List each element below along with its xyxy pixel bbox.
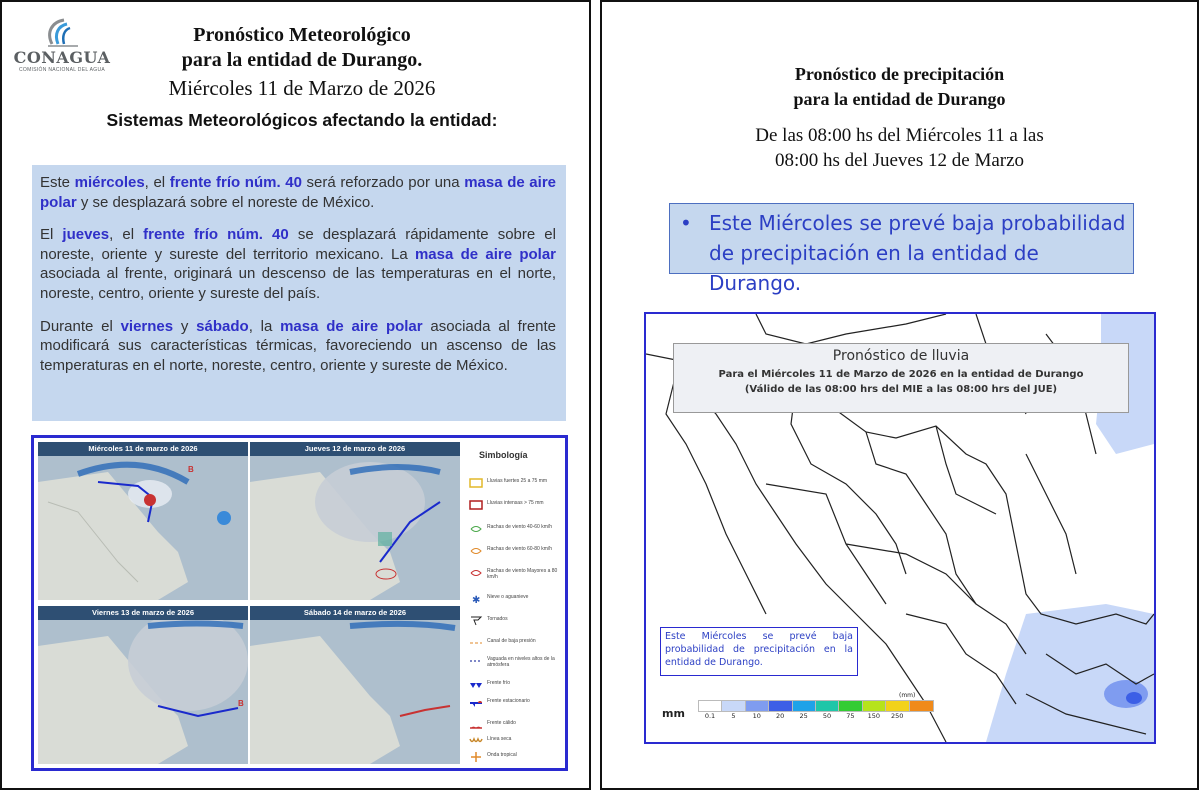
rain-map-subtitle: Para el Miércoles 11 de Marzo de 2026 en la entidad de Durango [718, 369, 1084, 380]
rain-scale-swatch [792, 700, 817, 712]
highlight-day: jueves [62, 226, 110, 244]
legend-label: Lluvias fuertes 25 a 75 mm [487, 478, 548, 484]
conagua-logo [12, 16, 112, 76]
map-thursday-image [250, 442, 460, 600]
systems-heading: Sistemas Meteorológicos afectando la entidad: [106, 110, 498, 130]
legend-label: Frente estacionario [487, 698, 530, 704]
stationary-front-icon [469, 698, 483, 708]
precip-summary-box [669, 203, 1134, 295]
dashed-line-icon [469, 638, 483, 648]
highlight-day: sábado [196, 317, 249, 335]
map-saturday-image [250, 606, 460, 764]
forecast-title-line2: para la entidad de Durango. [181, 49, 423, 71]
right-precipitation-panel [600, 0, 1199, 790]
text-run: asociada al frente modificará sus características térmicas, favoreciendo un ascenso de las temperaturas en el norte, noreste, centro, oriente y sureste de México. [40, 317, 557, 374]
rain-scale-tick: 5 [731, 712, 736, 720]
conagua-logo-icon [12, 16, 112, 50]
rain-scale-swatch [698, 700, 723, 712]
legend-label: Rachas de viento Mayores a 80 km/h [487, 568, 558, 580]
legend-label: Frente frío [487, 680, 511, 686]
rain-scale-tick: 75 [846, 712, 855, 720]
highlight-day: miércoles [74, 174, 145, 191]
highlight-front: frente frío núm. 40 [169, 174, 302, 191]
rain-scale-tick: 10 [752, 712, 761, 720]
text-run: y [173, 317, 197, 335]
tropical-wave-icon [469, 752, 483, 762]
rain-scale-swatch [885, 700, 910, 712]
rain-scale-tick: 20 [776, 712, 785, 720]
left-forecast-panel [0, 0, 591, 790]
rain-scale-swatch [815, 700, 840, 712]
text-run: se desplazará rápidamente sobre el noreste, oriente y sureste del territorio mexicano. La [40, 226, 556, 263]
rain-scale-swatch [909, 700, 934, 712]
text-run: será reforzado por una [301, 174, 465, 191]
text-run: El [40, 226, 63, 244]
forecast-date: Miércoles 11 de Marzo de 2026 [168, 76, 436, 100]
rain-scale-tick: 25 [799, 712, 808, 720]
svg-text:B: B [238, 699, 244, 708]
map-friday-image [38, 606, 248, 764]
synopsis-paragraph-1 [40, 173, 556, 212]
rain-map-title-box [673, 343, 1129, 413]
text-run: , el [144, 174, 170, 191]
rain-scale-swatch [768, 700, 793, 712]
rain-scale-tick: 250 [890, 712, 904, 720]
synopsis-text-box [32, 165, 566, 421]
bullet-icon: • [680, 211, 692, 235]
synoptic-map-thursday [250, 442, 460, 600]
synoptic-map-wednesday [38, 442, 248, 600]
highlight-air-mass: masa de aire polar [40, 174, 556, 211]
synoptic-maps-figure [31, 435, 568, 771]
rain-map-note: Este Miércoles se prevé baja probabilidad de precipitación en la entidad de Durango. [660, 627, 858, 676]
forecast-title-line1: Pronóstico Meteorológico [193, 24, 411, 46]
legend-label: Rachas de viento 40-60 km/h [487, 524, 553, 530]
rain-scale-unit: (mm) [899, 692, 916, 699]
precip-period-line2: 08:00 hs del Jueves 12 de Marzo [774, 150, 1025, 171]
rain-scale-tick: 0.1 [704, 712, 716, 720]
precip-summary-text: Este Miércoles se prevé baja probabilidad de precipitación en la entidad de Durango. [709, 211, 1126, 295]
trough-icon [469, 656, 483, 666]
precip-title-line1: Pronóstico de precipitación [794, 64, 1005, 84]
legend-label: Nieve o aguanieve [487, 594, 529, 600]
rain-map-title: Pronóstico de lluvia [832, 348, 970, 364]
synopsis-paragraph-3 [40, 317, 556, 376]
highlight-day: viernes [120, 317, 174, 335]
rain-map-validity: (Válido de las 08:00 hrs del MIE a las 08:00 hrs del JUE) [744, 384, 1058, 395]
legend-label: Lluvias intensas > 75 mm [487, 500, 544, 506]
legend-title: Simbología [479, 450, 528, 460]
text-run: , el [109, 226, 144, 244]
svg-text:✱: ✱ [472, 595, 481, 604]
precip-period-line1: De las 08:00 hs del Miércoles 11 a las [755, 125, 1044, 146]
legend-label: Línea seca [487, 736, 512, 742]
svg-text:B: B [188, 465, 194, 474]
yellow-box-icon [469, 478, 483, 488]
text-run: y se desplazará sobre el noreste de México. [76, 193, 375, 211]
legend-label: Onda tropical [487, 752, 517, 758]
text-run: Durante el [40, 317, 121, 335]
rain-forecast-map [644, 312, 1156, 744]
map-label-saturday: Sábado 14 de marzo de 2026 [250, 606, 460, 620]
cold-front-icon [469, 680, 483, 690]
logo-subtitle: COMISIÓN NACIONAL DEL AGUA [18, 67, 106, 73]
dry-line-icon [469, 736, 483, 746]
rain-scale-mm-label: mm [662, 707, 685, 720]
tornado-icon [469, 616, 483, 626]
text-run: asociada al frente, originará un descenso de las temperaturas en el norte, noreste, centro, oriente y sureste del país. [40, 265, 556, 302]
orange-wind-icon [469, 546, 483, 556]
snowflake-icon [469, 594, 483, 604]
synoptic-map-saturday [250, 606, 460, 764]
precip-title-line2: para la entidad de Durango [793, 89, 1006, 109]
map-label-wednesday: Miércoles 11 de marzo de 2026 [38, 442, 248, 456]
legend-label: Tornados [487, 616, 508, 622]
legend-label: Rachas de viento 60-80 km/h [487, 546, 553, 552]
highlight-front: frente frío núm. 40 [143, 226, 289, 244]
map-label-friday: Viernes 13 de marzo de 2026 [38, 606, 248, 620]
rain-scale-tick: 150 [867, 712, 880, 720]
legend-label: Vaguada en niveles altos de la atmósfera [487, 656, 555, 668]
legend-label: Frente cálido [487, 720, 516, 726]
map-wednesday-image [38, 442, 248, 600]
synoptic-legend [465, 442, 563, 765]
highlight-air-mass: masa de aire polar [414, 245, 557, 263]
legend-label: Canal de baja presión [487, 638, 536, 644]
map-label-thursday: Jueves 12 de marzo de 2026 [250, 442, 460, 456]
rain-scale-swatch [721, 700, 746, 712]
rain-scale-swatch [862, 700, 887, 712]
rain-scale-tick: 50 [822, 712, 832, 720]
synopsis-paragraph-2 [40, 225, 556, 303]
highlight-air-mass: masa de aire polar [280, 317, 423, 335]
rain-scale-swatch [838, 700, 863, 712]
text-run: Este [40, 174, 75, 191]
synoptic-map-friday [38, 606, 248, 764]
red-wind-icon [469, 568, 483, 578]
green-wind-icon [469, 524, 483, 534]
warm-front-icon [469, 720, 483, 730]
red-box-icon [469, 500, 483, 510]
logo-wordmark: CONAGUA [13, 48, 111, 67]
text-run: , la [248, 317, 281, 335]
rain-scale-swatch [745, 700, 770, 712]
